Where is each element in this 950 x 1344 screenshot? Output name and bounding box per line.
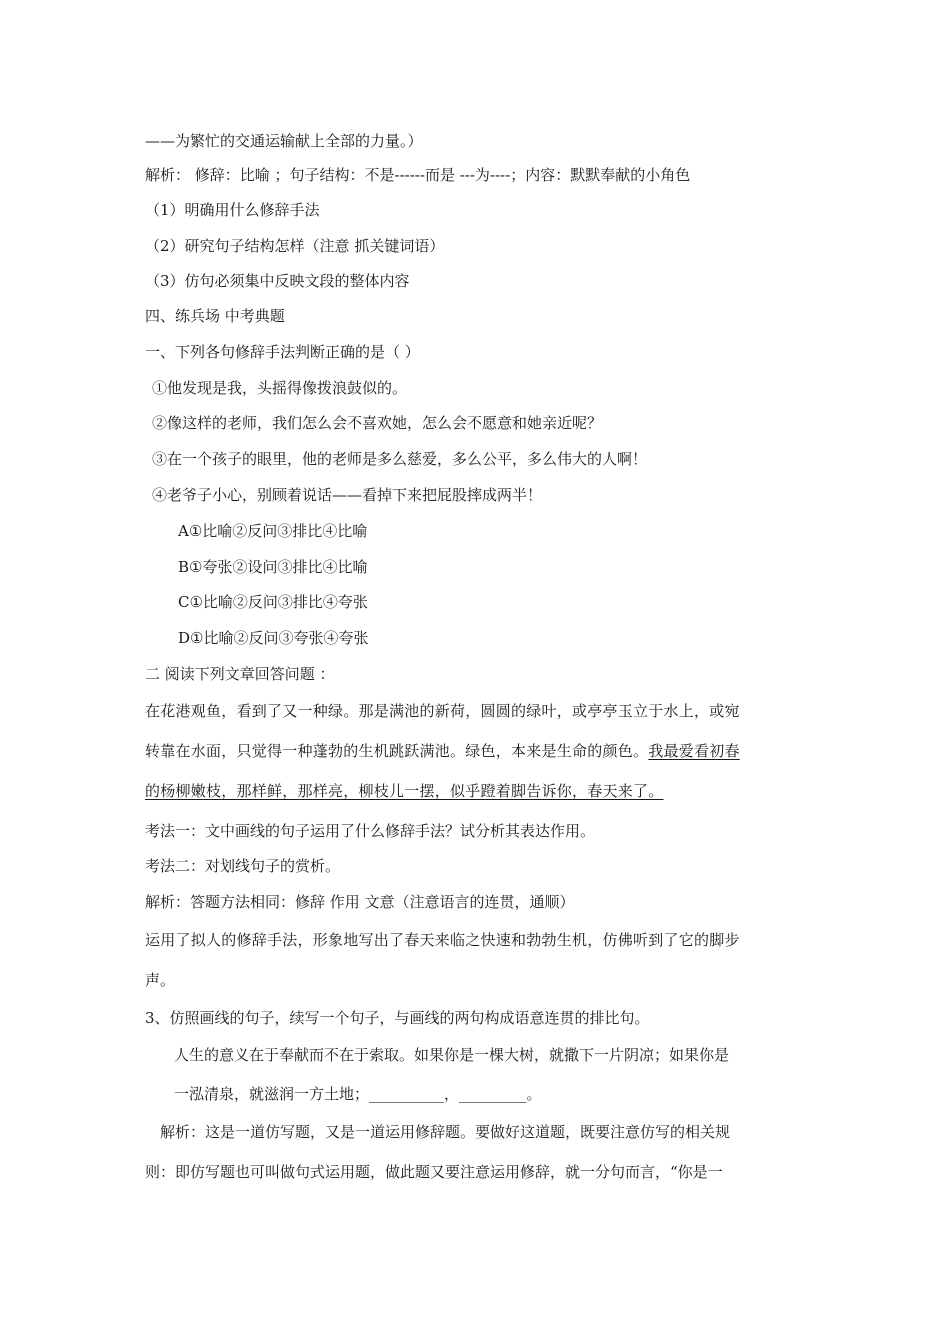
text-line: 解析：这是一道仿写题，又是一道运用修辞题。要做好这道题，既要注意仿写的相关规 [160, 1123, 731, 1141]
question-heading: 3、仿照画线的句子，续写一个句子，与画线的两句构成语意连贯的排比句。 [145, 1009, 650, 1027]
question-item: ③在一个孩子的眼里，他的老师是多么慈爱，多么公平，多么伟大的人啊！ [152, 450, 648, 468]
section-heading: 四、练兵场 中考典题 [145, 307, 285, 325]
text-line: ——为繁忙的交通运输献上全部的力量。） [145, 132, 423, 150]
text-line: （2）研究句子结构怎样（注意 抓关键词语） [145, 237, 445, 255]
text-line: 考法二：对划线句子的赏析。 [145, 857, 341, 875]
question-item: ②像这样的老师，我们怎么会不喜欢她，怎么会不愿意和她亲近呢？ [152, 414, 603, 432]
text-line: 则：即仿写题也可叫做句式运用题，做此题又要注意运用修辞，就一分句而言，“你是一 [145, 1163, 723, 1181]
answer-option: B①夸张②设问③排比④比喻 [178, 558, 368, 576]
text-line: 运用了拟人的修辞手法，形象地写出了春天来临之快速和勃勃生机，仿佛听到了它的脚步 [145, 931, 740, 949]
passage-line: 在花港观鱼，看到了又一种绿。那是满池的新荷，圆圆的绿叶，或亭亭玉立于水上，或宛 [145, 702, 740, 720]
text-line: 声。 [145, 971, 176, 989]
underlined-sentence: 的杨柳嫩枝，那样鲜，那样亮，柳枝儿一摆，似乎蹬着脚告诉你，春天来了。 [145, 782, 664, 800]
underlined-sentence: 我最爱看初春 [648, 742, 740, 760]
answer-option: D①比喻②反问③夸张④夸张 [178, 629, 369, 647]
question-item: ①他发现是我，头摇得像拨浪鼓似的。 [152, 379, 408, 397]
text-line: 人生的意义在于奉献而不在于索取。如果你是一棵大树，就撒下一片阴凉；如果你是 [174, 1046, 730, 1064]
passage-text: 转靠在水面，只觉得一种蓬勃的生机跳跃满池。绿色，本来是生命的颜色。 [145, 742, 649, 760]
question-heading: 二 阅读下列文章回答问题 ： [145, 665, 335, 683]
passage-line [145, 741, 740, 761]
text-line: 一泓清泉，就滋润一方土地；__________，_________。 [174, 1085, 542, 1103]
text-line: （1）明确用什么修辞手法 [145, 201, 320, 219]
question-item: ④老爷子小心，别顾着说话——看掉下来把屁股摔成两半！ [152, 486, 543, 504]
text-line: （3）仿句必须集中反映文段的整体内容 [145, 272, 410, 290]
text-line: 解析： 修辞：比喻 ；句子结构：不是------而是 ---为----；内容：默默奉献的小角色 [145, 166, 691, 184]
answer-option: A①比喻②反问③排比④比喻 [178, 522, 368, 540]
question-heading: 一、下列各句修辞手法判断正确的是（ ） [145, 343, 420, 361]
answer-option: C①比喻②反问③排比④夸张 [178, 593, 368, 611]
text-line: 解析：答题方法相同：修辞 作用 文意（注意语言的连贯，通顺） [145, 893, 575, 911]
text-line: 考法一：文中画线的句子运用了什么修辞手法？试分析其表达作用。 [145, 822, 596, 840]
